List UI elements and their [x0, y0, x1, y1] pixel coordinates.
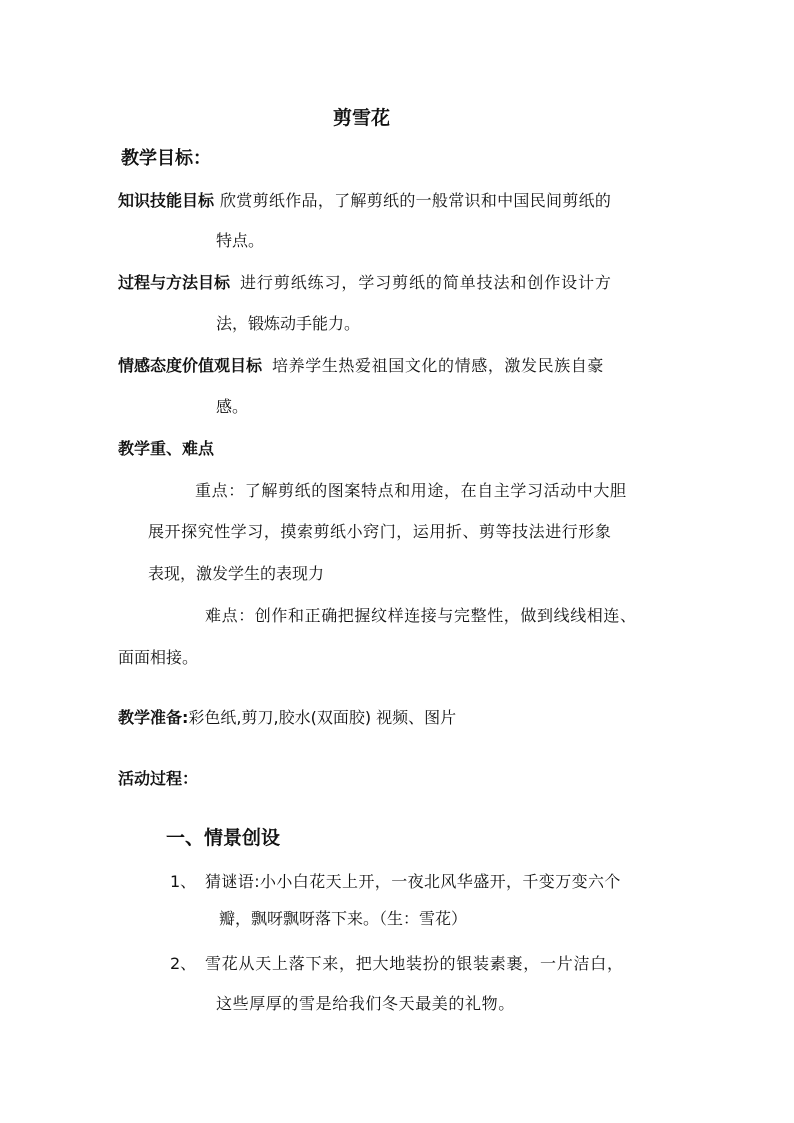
activity-item-2-text: 雪花从天上落下来，把大地装扮的银装素裹，一片洁白，	[205, 954, 624, 973]
knowledge-objective	[118, 190, 611, 212]
preparation	[118, 707, 456, 729]
difficulty-line-2: 面面相接。	[118, 648, 199, 667]
knowledge-objective-continued: 特点。	[216, 231, 265, 250]
process-objective-text: 进行剪纸练习，学习剪纸的简单技法和创作设计方	[240, 273, 612, 292]
objectives-heading: 教学目标：	[121, 148, 211, 169]
activity-item-2-number: 2、	[170, 954, 197, 973]
process-objective	[118, 272, 612, 294]
activity-item-2-continued: 这些厚厚的雪是给我们冬天最美的礼物。	[216, 994, 515, 1013]
page-title: 剪雪花	[333, 107, 391, 129]
activity-item-1-number: 1、	[170, 872, 197, 891]
preparation-label: 教学准备:	[118, 708, 189, 727]
section-1-title: 一、情景创设	[166, 827, 281, 849]
focus-line-1: 重点：了解剪纸的图案特点和用途，在自主学习活动中大胆	[195, 481, 627, 500]
knowledge-objective-text: 欣赏剪纸作品，了解剪纸的一般常识和中国民间剪纸的	[220, 191, 612, 210]
process-objective-label: 过程与方法目标	[118, 273, 231, 292]
activity-item-1-text: 猜谜语:小小白花天上开，一夜北风华盛开，千变万变六个	[205, 872, 621, 891]
difficulty-line-1: 难点：创作和正确把握纹样连接与完整性，做到线线相连、	[205, 606, 637, 625]
emotion-objective	[118, 355, 604, 377]
focus-line-3: 表现，激发学生的表现力	[148, 564, 325, 583]
activity-item-1-continued: 瓣，飘呀飘呀落下来。（生：雪花）	[219, 909, 468, 928]
emotion-objective-continued: 感。	[216, 397, 249, 416]
focus-line-2: 展开探究性学习，摸索剪纸小窍门，运用折、剪等技法进行形象	[148, 522, 612, 541]
emotion-objective-label: 情感态度价值观目标	[118, 356, 263, 375]
process-objective-continued: 法，锻炼动手能力。	[216, 314, 361, 333]
activity-heading: 活动过程：	[118, 769, 199, 788]
key-points-heading: 教学重、难点	[118, 439, 215, 458]
knowledge-objective-label: 知识技能目标	[118, 191, 215, 210]
emotion-objective-text: 培养学生热爱祖国文化的情感，激发民族自豪	[272, 356, 605, 375]
preparation-text: 彩色纸,剪刀,胶水(双面胶) 视频、图片	[188, 708, 457, 727]
